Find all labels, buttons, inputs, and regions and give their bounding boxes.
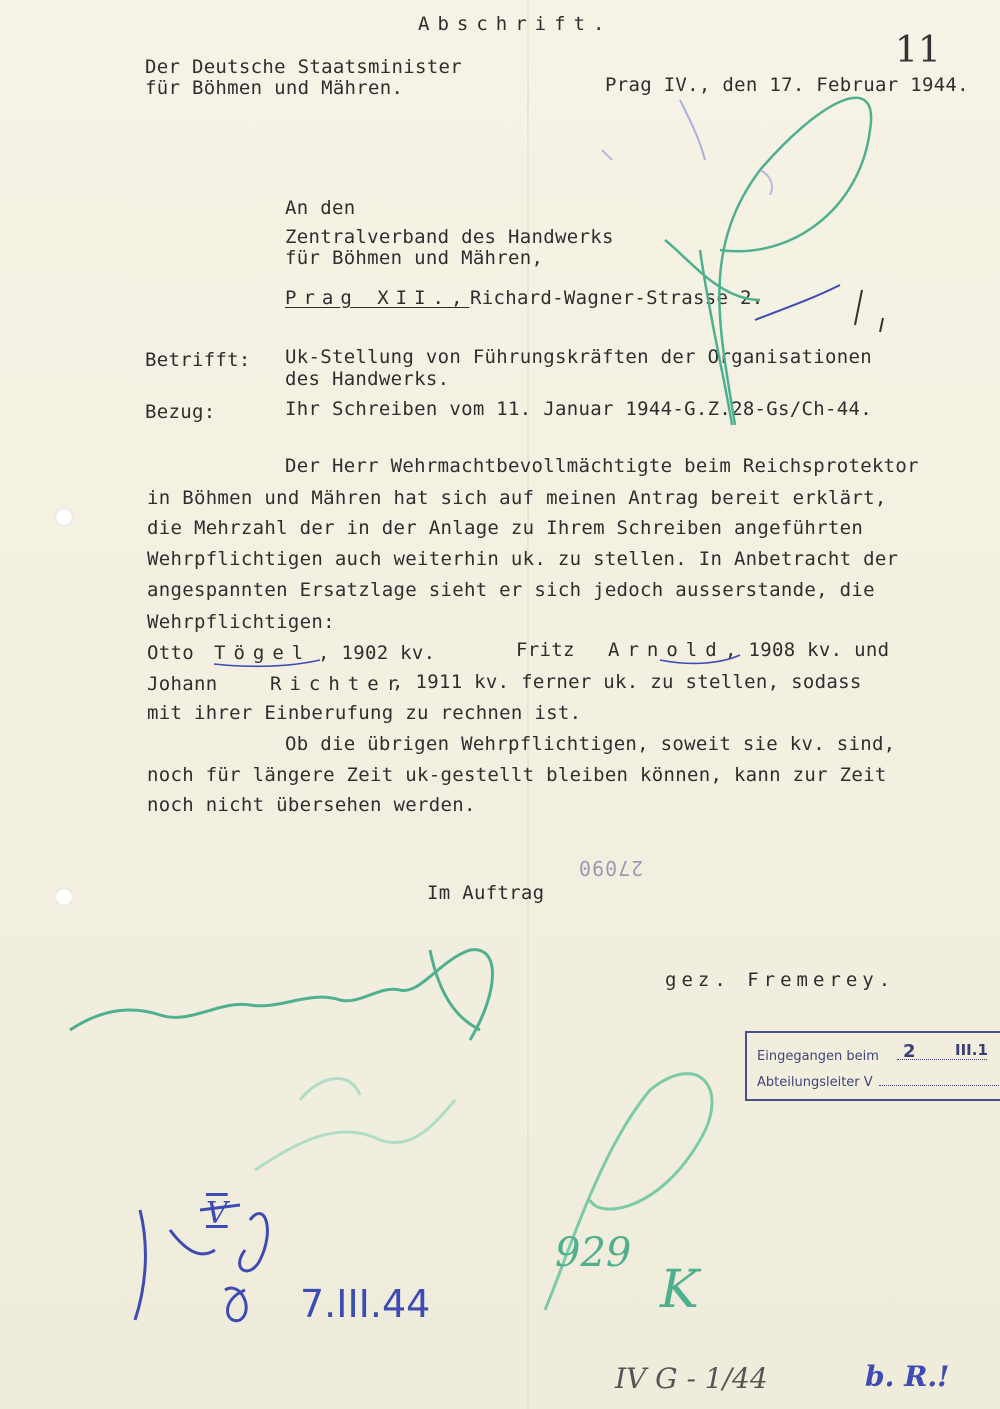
body-line-6: Wehrpflichtigen: bbox=[147, 611, 335, 633]
name-toegel: Tögel bbox=[214, 642, 312, 664]
body-line-9: mit ihrer Einberufung zu rechnen ist. bbox=[147, 702, 582, 724]
recipient-line-3: für Böhmen und Mähren, bbox=[285, 247, 544, 269]
stamp-handwritten-number: 2 bbox=[903, 1041, 916, 1062]
body-line-12: noch nicht übersehen werden. bbox=[147, 794, 476, 816]
file-number: 27090 bbox=[578, 856, 644, 880]
annotation-blue-date: 7.III.44 bbox=[300, 1282, 431, 1326]
name-toegel-year: , 1902 kv. bbox=[318, 642, 436, 664]
name-fritz: Fritz bbox=[516, 639, 575, 661]
annotation-roman-v: V bbox=[206, 1196, 228, 1231]
name-richter: Richter bbox=[270, 673, 407, 695]
sender-line-2: für Böhmen und Mähren. bbox=[145, 77, 404, 99]
recipient-street: Richard-Wagner-Strasse 2. bbox=[470, 287, 764, 309]
name-arnold-year: , 1908 kv. und bbox=[725, 639, 890, 661]
recipient-line-2: Zentralverband des Handwerks bbox=[285, 226, 614, 248]
subject-line-1: Uk-Stellung von Führungskräften der Organisationen bbox=[285, 346, 872, 368]
place-date: Prag IV., den 17. Februar 1944. bbox=[605, 74, 969, 96]
name-otto: Otto bbox=[147, 642, 194, 664]
body-line-1: Der Herr Wehrmachtbevollmächtigte beim Reichsprotektor bbox=[285, 455, 919, 477]
sender-line-1: Der Deutsche Staatsminister bbox=[145, 56, 462, 78]
signature-typed: gez. Fremerey. bbox=[665, 969, 896, 991]
recipient-line-1: An den bbox=[285, 197, 356, 219]
annotation-green-number: 929 bbox=[555, 1230, 632, 1276]
annotation-bottom-ref: IV G - 1/44 bbox=[615, 1362, 768, 1395]
body-line-11: noch für längere Zeit uk-gestellt bleiben können, kann zur Zeit bbox=[147, 764, 887, 786]
body-line-10: Ob die übrigen Wehrpflichtigen, soweit sie kv. sind, bbox=[285, 733, 896, 755]
name-richter-rest: , 1911 kv. ferner uk. zu stellen, sodass bbox=[392, 671, 862, 693]
body-line-3: die Mehrzahl der in der Anlage zu Ihrem Schreiben angeführten bbox=[147, 517, 864, 539]
name-johann: Johann bbox=[147, 673, 218, 695]
annotation-green-k: K bbox=[660, 1260, 699, 1320]
body-line-2: in Böhmen und Mähren hat sich auf meinen Antrag bereit erklärt, bbox=[147, 487, 887, 509]
body-line-4: Wehrpflichtigen auch weiterhin uk. zu stellen. In Anbetracht der bbox=[147, 548, 899, 570]
reference-label: Bezug: bbox=[145, 401, 216, 423]
page-number: 11 bbox=[895, 30, 941, 71]
stamp-line-2: Abteilungsleiter V bbox=[757, 1075, 873, 1090]
recipient-city: Prag XII., bbox=[285, 287, 470, 309]
im-auftrag: Im Auftrag bbox=[427, 882, 545, 904]
reference-text: Ihr Schreiben vom 11. Januar 1944-G.Z.28-Gs/Ch-44. bbox=[285, 398, 872, 420]
stamp-line-1: Eingegangen beim bbox=[757, 1049, 879, 1064]
stamp-handwritten-month: III.1 bbox=[955, 1041, 988, 1059]
name-arnold: Arnold bbox=[608, 639, 725, 661]
annotation-bottom-right: b. R.! bbox=[865, 1360, 950, 1393]
subject-label: Betrifft: bbox=[145, 349, 251, 371]
body-line-5: angespannten Ersatzlage sieht er sich jedoch ausserstande, die bbox=[147, 579, 875, 601]
heading: Abschrift. bbox=[418, 13, 613, 35]
subject-line-2: des Handwerks. bbox=[285, 368, 450, 390]
